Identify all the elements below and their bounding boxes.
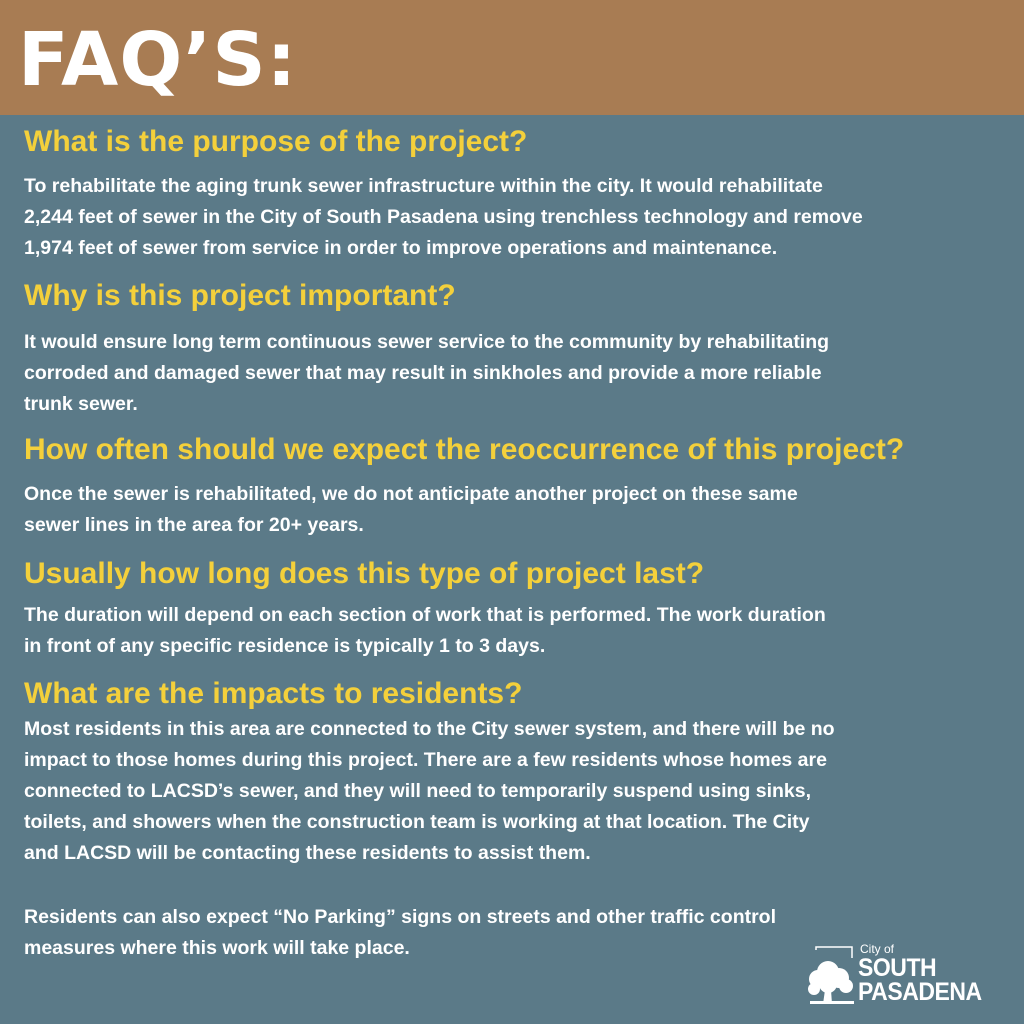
faq-answer-line: Most residents in this area are connected to the City sewer system, and there will be no	[24, 718, 835, 740]
faq-answer-line: in front of any specific residence is typically 1 to 3 days.	[24, 635, 546, 657]
faq-answer-line: toilets, and showers when the construction team is working at that location. The City	[24, 811, 810, 833]
faq-answer-line: corroded and damaged sewer that may result in sinkholes and provide a more reliable	[24, 362, 822, 384]
faq-answer-line: sewer lines in the area for 20+ years.	[24, 514, 364, 536]
tree-icon	[808, 946, 856, 1004]
logo-line-south: SOUTH	[858, 954, 937, 982]
faq-question-impacts: What are the impacts to residents?	[24, 677, 523, 710]
logo-small-text: City of	[860, 942, 895, 956]
page-title: FAQ’S:	[18, 17, 298, 103]
faq-question-duration: Usually how long does this type of project last?	[24, 557, 705, 590]
faq-answer-line: Once the sewer is rehabilitated, we do not anticipate another project on these same	[24, 483, 798, 505]
faq-answer-line: To rehabilitate the aging trunk sewer infrastructure within the city. It would rehabilitate	[24, 175, 823, 197]
faq-answer-line: Residents can also expect “No Parking” signs on streets and other traffic control	[24, 906, 777, 928]
faq-answer-line: The duration will depend on each section of work that is performed. The work duration	[24, 604, 826, 626]
city-logo	[808, 940, 1008, 1006]
faq-answer-line: measures where this work will take place.	[24, 937, 410, 959]
faq-answer-line: connected to LACSD’s sewer, and they will need to temporarily suspend using sinks,	[24, 780, 812, 802]
faq-answer-line: 2,244 feet of sewer in the City of South Pasadena using trenchless technology and remove	[24, 206, 863, 228]
faq-question-importance: Why is this project important?	[24, 279, 456, 312]
faq-answer-line: It would ensure long term continuous sewer service to the community by rehabilitating	[24, 331, 830, 353]
faq-question-purpose: What is the purpose of the project?	[24, 125, 528, 158]
faq-answer-line: 1,974 feet of sewer from service in order to improve operations and maintenance.	[24, 237, 778, 259]
faq-answer-line: trunk sewer.	[24, 393, 138, 415]
faq-answer-line: impact to those homes during this project. There are a few residents whose homes are	[24, 749, 827, 771]
logo-line-pasadena: PASADENA	[858, 978, 982, 1006]
faq-question-reoccurrence: How often should we expect the reoccurrence of this project?	[24, 433, 905, 466]
faq-answer-line: and LACSD will be contacting these residents to assist them.	[24, 842, 591, 864]
